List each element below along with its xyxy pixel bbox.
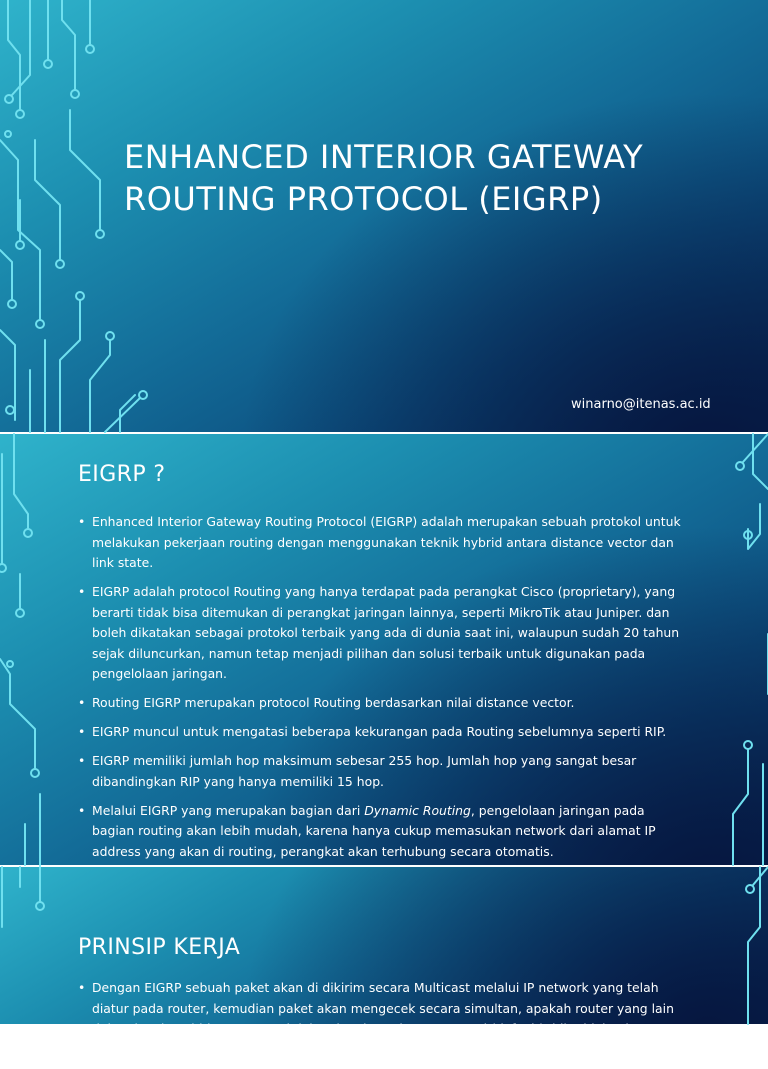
bullet-list xyxy=(78,512,690,871)
bullet-item xyxy=(78,801,690,863)
bullet-item: • Enhanced Interior Gateway Routing Protocol (EIGRP) adalah merupakan sebuah protokol untuk melakukan pekerjaan routing dengan menggunakan teknik hybrid antara distance vector dan link state. xyxy=(78,512,690,574)
title-line-1: ENHANCED INTERIOR GATEWAY xyxy=(124,138,644,176)
bullet-text: , pengelolaan jaringan pada bagian routing akan lebih mudah, karena hanya cukup memasukan network dari alamat IP address yang akan di routing, perangkat akan terhubung secara otomatis. xyxy=(92,802,656,859)
eigrp-intro-slide xyxy=(0,434,768,865)
title-slide xyxy=(0,0,768,432)
bullet-item: • EIGRP memiliki jumlah hop maksimum sebesar 255 hop. Jumlah hop yang sangat besar dibandingkan RIP yang hanya memiliki 15 hop. xyxy=(78,751,690,792)
bullet-list xyxy=(78,978,690,1069)
bullet-text: Melalui EIGRP yang merupakan bagian dari xyxy=(92,802,365,818)
bullet-item: • Dengan EIGRP sebuah paket akan di dikirim secara Multicast melalui IP network yang telah diatur pada router, kemudian paket akan mengecek secara simultan, apakah router yang lain dalam keadaan hidup atau mati dalam jangka waktu 15 second (default), bila tidak ada respon maka xyxy=(78,978,690,1060)
circuit-left-decoration-icon xyxy=(0,434,60,865)
bullet-item: • Routing EIGRP merupakan protocol Routing berdasarkan nilai distance vector. xyxy=(78,693,690,714)
title-line-2: ROUTING PROTOCOL (EIGRP) xyxy=(124,180,603,218)
section-heading: PRINSIP KERJA xyxy=(78,935,241,960)
prinsip-kerja-slide xyxy=(0,867,768,1057)
bullet-item: • EIGRP adalah protocol Routing yang hanya terdapat pada perangkat Cisco (proprietary), yang berarti tidak bisa ditemukan di perangkat jaringan lainnya, seperti MikroTik atau Juniper. dan boleh dikatakan sebagai protokol terbaik yang ada di dunia saat ini, walaupun sudah 20 tahun sejak diluncurkan, namun tetap menjadi pilihan dan solusi terbaik untuk digunakan pada pengelolaan jaringan. xyxy=(78,582,690,685)
author-email: winarno@itenas.ac.id xyxy=(571,397,711,412)
bullet-item: • EIGRP muncul untuk mengatasi beberapa kekurangan pada Routing sebelumnya seperti RIP. xyxy=(78,722,690,743)
slide-title xyxy=(124,136,724,220)
bullet-emphasis: Dynamic Routing xyxy=(364,802,471,818)
section-heading: EIGRP ? xyxy=(78,462,166,487)
circuit-left-decoration-icon xyxy=(0,867,60,1024)
circuit-right-decoration-icon xyxy=(708,434,768,865)
circuit-right-decoration-icon xyxy=(708,867,768,1024)
